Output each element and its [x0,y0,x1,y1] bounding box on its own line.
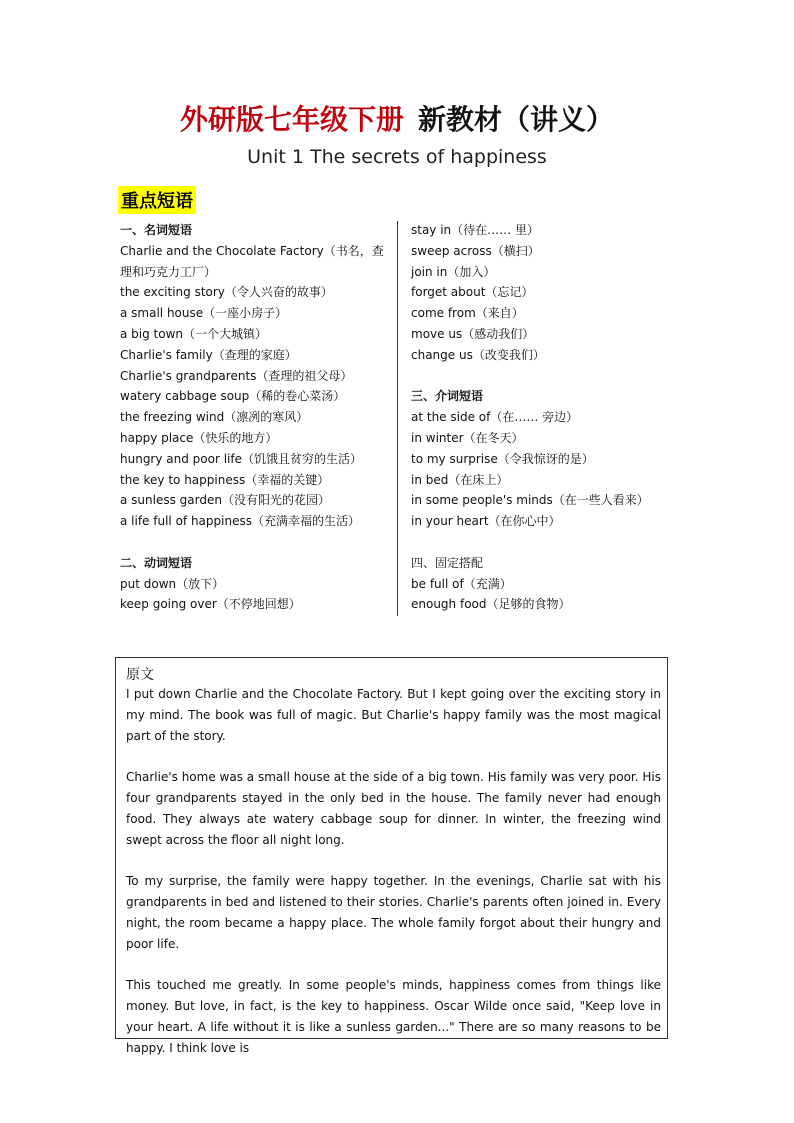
section-heading-key-phrases: 重点短语 [118,186,196,214]
phrase-item: the key to happiness（幸福的关键） [120,472,330,487]
phrase-item: watery cabbage soup（稀的卷心菜汤） [120,389,346,404]
paragraph: To my surprise, the family were happy together. In the evenings, Charlie sat with his grandparents in bed and listened to their stories. Charlie's parents often joined in. Every night, the room became a happy place. The whole family forgot about their hungry and poor life. [126,874,661,951]
phrase-item: stay in（待在…… 里） [411,223,539,237]
phrase-item: hungry and poor life（饥饿且贫穷的生活） [120,451,362,466]
phrase-item: be full of（充满） [411,576,512,591]
phrase-item: in winter（在冬天） [411,430,524,445]
phrase-item: Charlie and the Chocolate Factory（书名，查理和巧克力工厂） [120,243,384,279]
phrase-item: join in（加入） [411,264,496,279]
phrase-item: at the side of（在…… 旁边） [411,410,579,425]
phrase-item: come from（来自） [411,306,524,321]
phrase-item: forget about（忘记） [411,285,534,300]
column-divider [397,221,398,616]
noun-phrases-heading: 一、名词短语 [120,223,193,237]
verb-phrases-heading: 二、动词短语 [120,555,193,570]
phrase-item: a small house（一座小房子） [120,306,288,321]
phrase-item: Charlie's family（查理的家庭） [120,347,297,362]
phrase-item: move us（感动我们） [411,326,535,341]
phrase-item: put down（放下） [120,576,225,591]
page-title [0,98,794,138]
phrase-item: a big town（一个大城镇） [120,326,268,341]
phrase-item: enough food（足够的食物） [411,597,571,612]
paragraph: I put down Charlie and the Chocolate Factory. But I kept going over the exciting story in my mind. The book was full of magic. But Charlie's happy family was the most magical part of the story. [126,687,661,743]
phrase-item: in some people's minds（在一些人看来） [411,493,649,508]
phrase-item: sweep across（横扫） [411,243,540,258]
phrase-item: to my surprise（令我惊讶的是） [411,451,594,466]
phrase-item: Charlie's grandparents（查理的祖父母） [120,368,353,383]
phrase-item: keep going over（不停地回想） [120,597,301,612]
title-black: 新教材（讲义） [418,103,615,136]
unit-subtitle: Unit 1 The secrets of happiness [247,146,547,168]
paragraph: This touched me greatly. In some people's minds, happiness comes from things like money. But love, in fact, is the key to happiness. Oscar Wilde once said, "Keep love in your heart. A life without it is like a sunless garden..." There are so many reasons to be happy. I think love is [126,978,661,1055]
original-text-body [126,684,661,1079]
phrases-right-column [411,220,681,615]
phrase-item: the freezing wind（凛冽的寒风） [120,410,309,425]
original-text-label: 原文 [126,667,154,683]
phrase-item: in bed（在床上） [411,472,509,487]
phrase-item: a sunless garden（没有阳光的花园） [120,493,330,508]
fixed-collocations-heading: 四、固定搭配 [411,555,484,570]
prep-phrases-heading: 三、介词短语 [411,389,484,404]
phrase-item: change us（改变我们） [411,347,545,362]
title-red: 外研版七年级下册 [179,103,404,136]
phrase-item: happy place（快乐的地方） [120,430,278,445]
phrase-item: the exciting story（令人兴奋的故事） [120,285,333,300]
phrases-left-column [120,220,390,615]
paragraph: Charlie's home was a small house at the side of a big town. His family was very poor. His four grandparents stayed in the only bed in the house. The family never had enough food. They always ate watery cabbage soup for dinner. In winter, the freezing wind swept across the floor all night long. [126,770,661,847]
phrase-item: a life full of happiness（充满幸福的生活） [120,514,360,529]
original-text-box [115,657,668,1055]
phrase-item: in your heart（在你心中） [411,514,561,529]
